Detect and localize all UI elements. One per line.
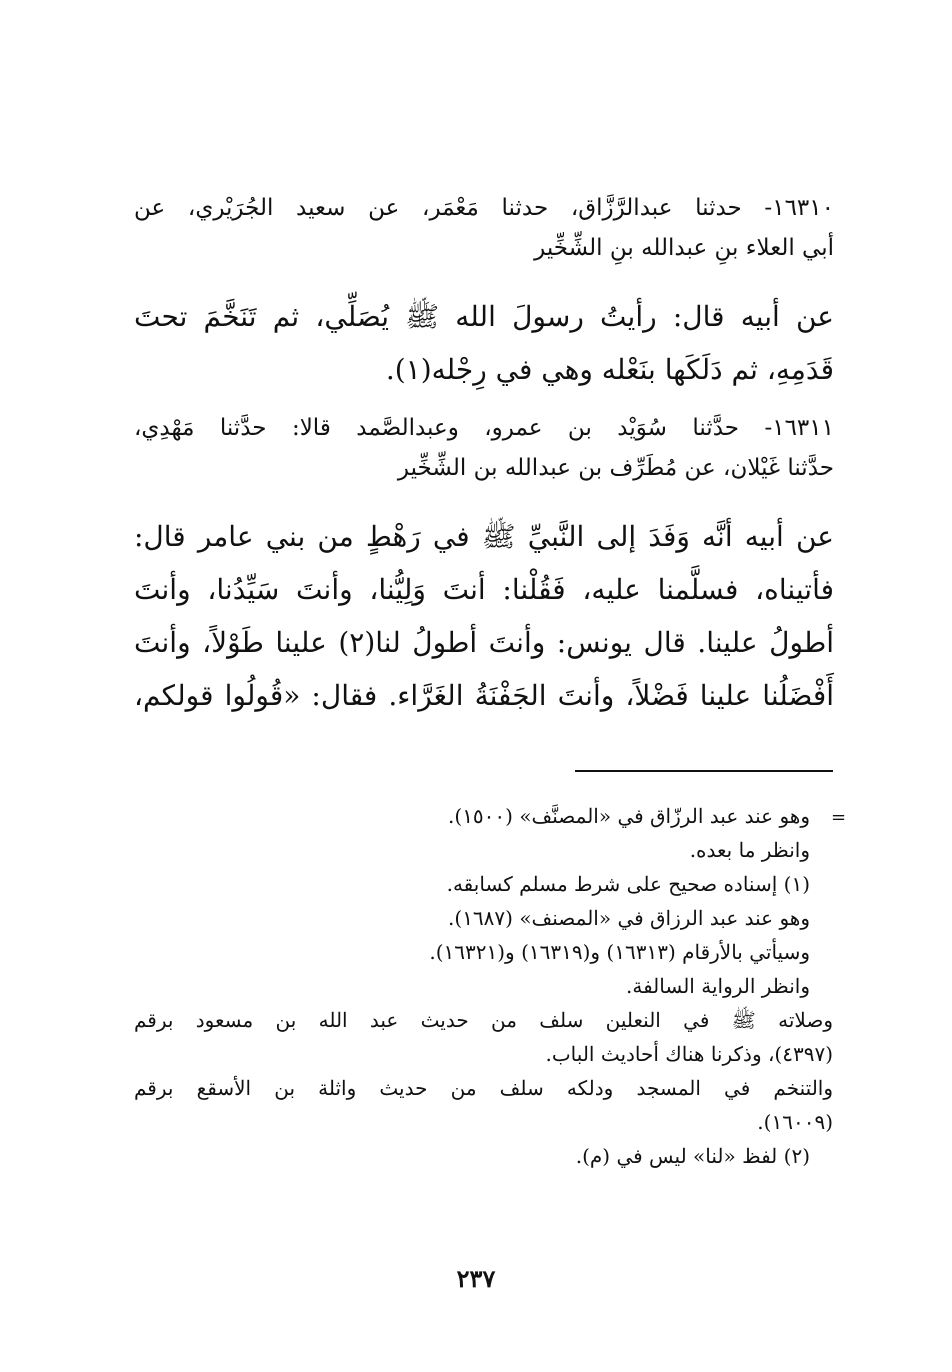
page-number: ٢٣٧ — [456, 1264, 496, 1293]
footnote-line: والتنخم في المسجد ودلكه سلف من حديث واثلة بن الأسقع برقم — [134, 1076, 833, 1100]
text-line: عن أبيه قال: رأيتُ رسولَ الله ﷺ يُصَلِّي، ثم تَنَخَّمَ تحتَ — [134, 300, 834, 333]
footnote-line: وهو عند عبد الرزّاق في «المصنَّف» (١٥٠٠). — [448, 804, 810, 828]
footnote-continuation-mark: = — [831, 807, 847, 828]
chain-line: أبي العلاء بنِ عبدالله بنِ الشِّخِّير — [534, 235, 834, 261]
chain-line: حدَّثنا غَيْلان، عن مُطَرِّف بن عبدالله بن الشِّخِّير — [397, 455, 834, 481]
footnote-line: (٢) لفظ «لنا» ليس في (م). — [575, 1144, 810, 1168]
footnote-line: (٤٣٩٧)، وذكرنا هناك أحاديث الباب. — [545, 1042, 833, 1066]
footnote-line: وسيأتي بالأرقام (١٦٣١٣) و(١٦٣١٩) و(١٦٣٢١). — [429, 940, 810, 964]
chain-line: ١٦٣١٠- حدثنا عبدالرَّزَّاق، حدثنا مَعْمَر، عن سعيد الجُرَيْري، عن — [134, 195, 834, 221]
text-line: أَفْضَلُنا علينا فَضْلاً، وأنتَ الجَفْنَةُ الغَرَّاء. فقال: «قُولُوا قولكم، — [134, 679, 834, 712]
chain-line: ١٦٣١١- حدَّثنا سُوَيْد بن عمرو، وعبدالصَّمد قالا: حدَّثنا مَهْدِي، — [134, 415, 834, 441]
footnote-line: وانظر الرواية السالفة. — [625, 974, 810, 998]
hadith-16311-text — [134, 510, 834, 722]
footnote-separator — [575, 770, 833, 772]
footnote-line: (١) إسناده صحيح على شرط مسلم كسابقه. — [446, 872, 810, 896]
hadith-16310-chain — [134, 188, 834, 268]
footnotes — [134, 799, 833, 1173]
text-line: عن أبيه أنَّه وَفَدَ إلى النَّبيِّ ﷺ في رَهْطٍ من بني عامر قال: — [134, 520, 834, 553]
footnote-line: وهو عند عبد الرزاق في «المصنف» (١٦٨٧). — [448, 906, 810, 930]
text-line: أطولُ علينا. قال يونس: وأنتَ أطولُ لنا(٢) علينا طَوْلاً، وأنتَ — [134, 626, 834, 659]
footnote-line: وانظر ما بعده. — [689, 838, 810, 862]
footnote-line: (١٦٠٠٩). — [757, 1110, 833, 1134]
text-line: فأتيناه، فسلَّمنا عليه، فَقُلْنا: أنتَ وَلِيُّنا، وأنتَ سَيِّدُنا، وأنتَ — [134, 573, 834, 606]
footnote-line: وصلاته ﷺ في النعلين سلف من حديث عبد الله بن مسعود برقم — [134, 1008, 833, 1032]
hadith-16311-chain — [134, 408, 834, 488]
hadith-16310-text — [134, 290, 834, 396]
text-line: قَدَمِهِ، ثم دَلَكَها بنَعْله وهي في رِجْله(١). — [385, 353, 834, 386]
